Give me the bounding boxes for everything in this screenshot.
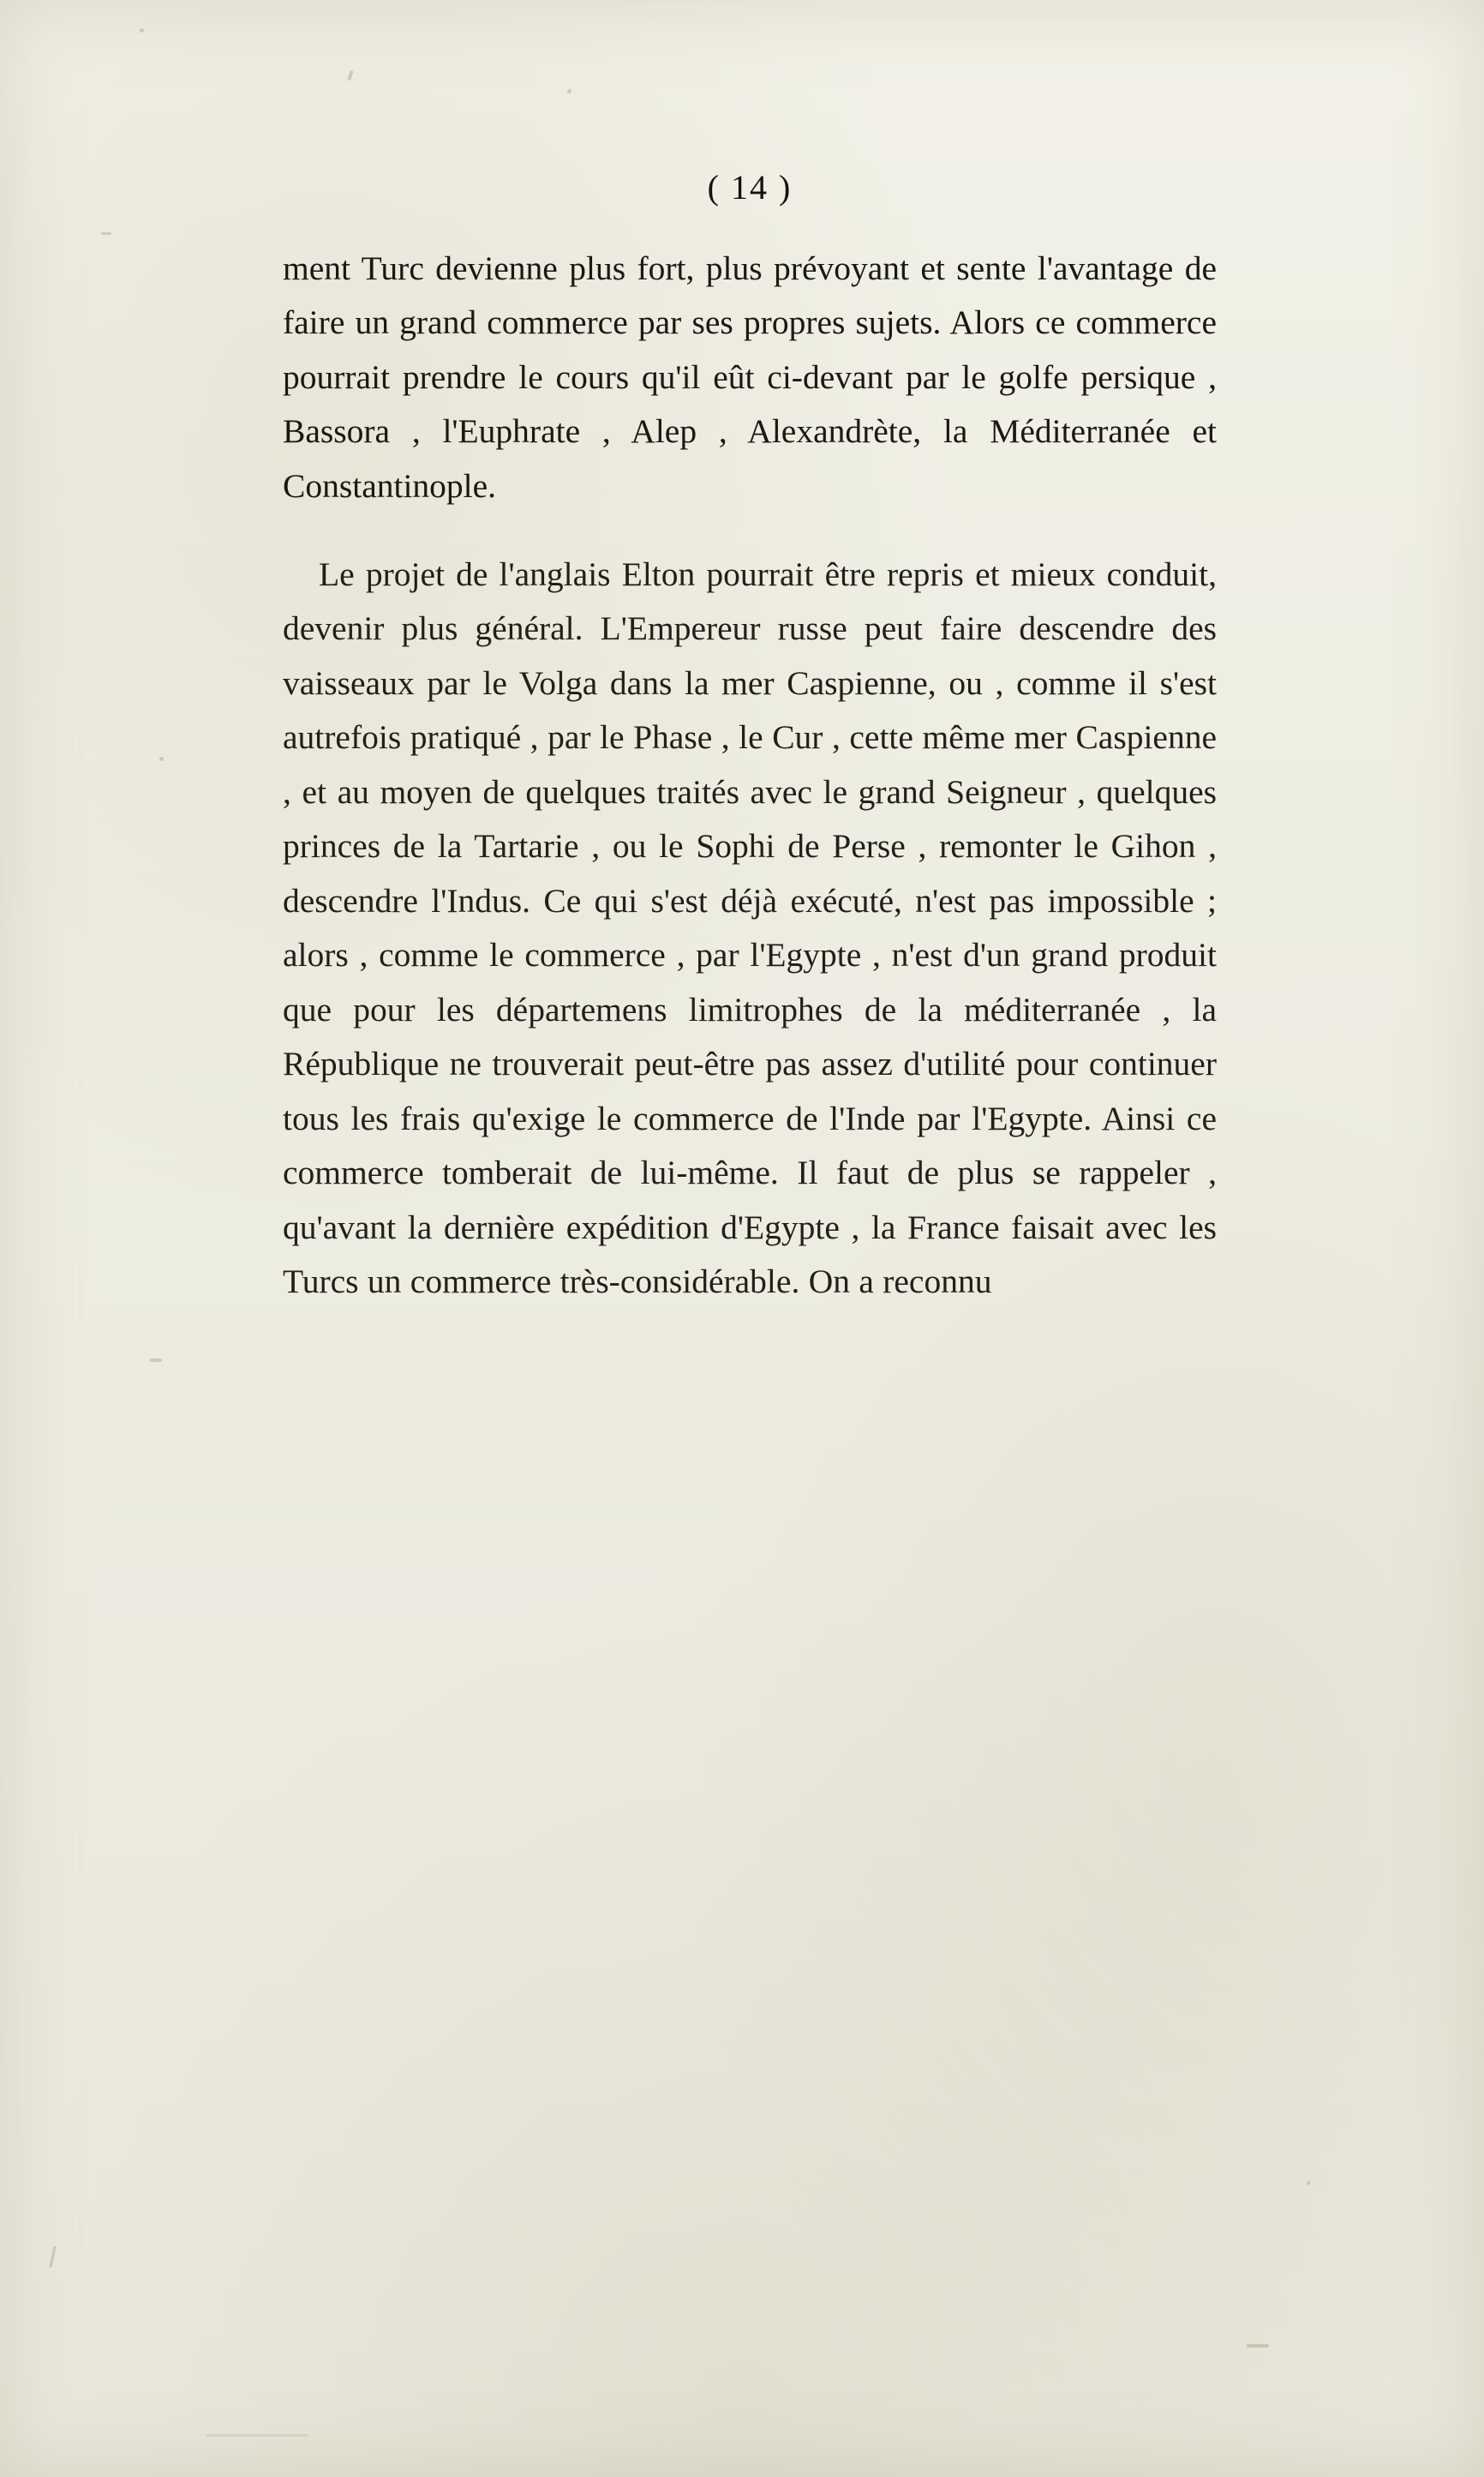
- page-number: [283, 167, 1217, 207]
- paper-speck: [49, 2246, 56, 2268]
- page-number-label: ( 14 ): [707, 168, 793, 207]
- paper-speck: [150, 1358, 162, 1362]
- paper-speck: [140, 28, 144, 33]
- paper-speck: [1247, 2344, 1269, 2348]
- paper-speck: [206, 2434, 308, 2437]
- paper-speck: [347, 70, 354, 81]
- paper-speck: [159, 757, 164, 761]
- paragraph-continuation: ment Turc devienne plus fort, plus prévoyant et sente l'avantage de faire un grand commerce par ses propres sujets. Alors ce commerce pourrait prendre le cours qu'il eût ci-devant par le golfe persique , Bassora , l'Euphrate , Alep , Alexandrète, la Méditerranée et Constantinople.: [283, 249, 1217, 505]
- paper-speck: [1307, 2181, 1310, 2185]
- paragraph-elton-project: Le projet de l'anglais Elton pourrait être repris et mieux conduit, devenir plus général. L'Empereur russe peut faire descendre des vaisseaux par le Volga dans la mer Caspienne, ou , comme il s'est autrefois pratiqué , par le Phase , le Cur , cette même mer Caspienne , et au moyen de quelques traités avec le grand Seigneur , quelques princes de la Tartarie , ou le Sophi de Perse , remonter le Gihon , descendre l'Indus. Ce qui s'est déjà exécuté, n'est pas impossible ; alors , comme le commerce , par l'Egypte , n'est d'un grand produit que pour les départemens limitrophes de la méditerranée , la République ne trouverait peut-être pas assez d'utilité pour continuer tous les frais qu'exige le commerce de l'Inde par l'Egypte. Ainsi ce commerce tomberait de lui-même. Il faut de plus se rappeler , qu'avant la dernière expédition d'Egypte , la France faisait avec les Turcs un commerce très-considérable. On a reconnu: [283, 555, 1217, 1300]
- paper-speck: [567, 89, 571, 93]
- paper-speck: [101, 232, 111, 235]
- text-column: [283, 167, 1217, 1343]
